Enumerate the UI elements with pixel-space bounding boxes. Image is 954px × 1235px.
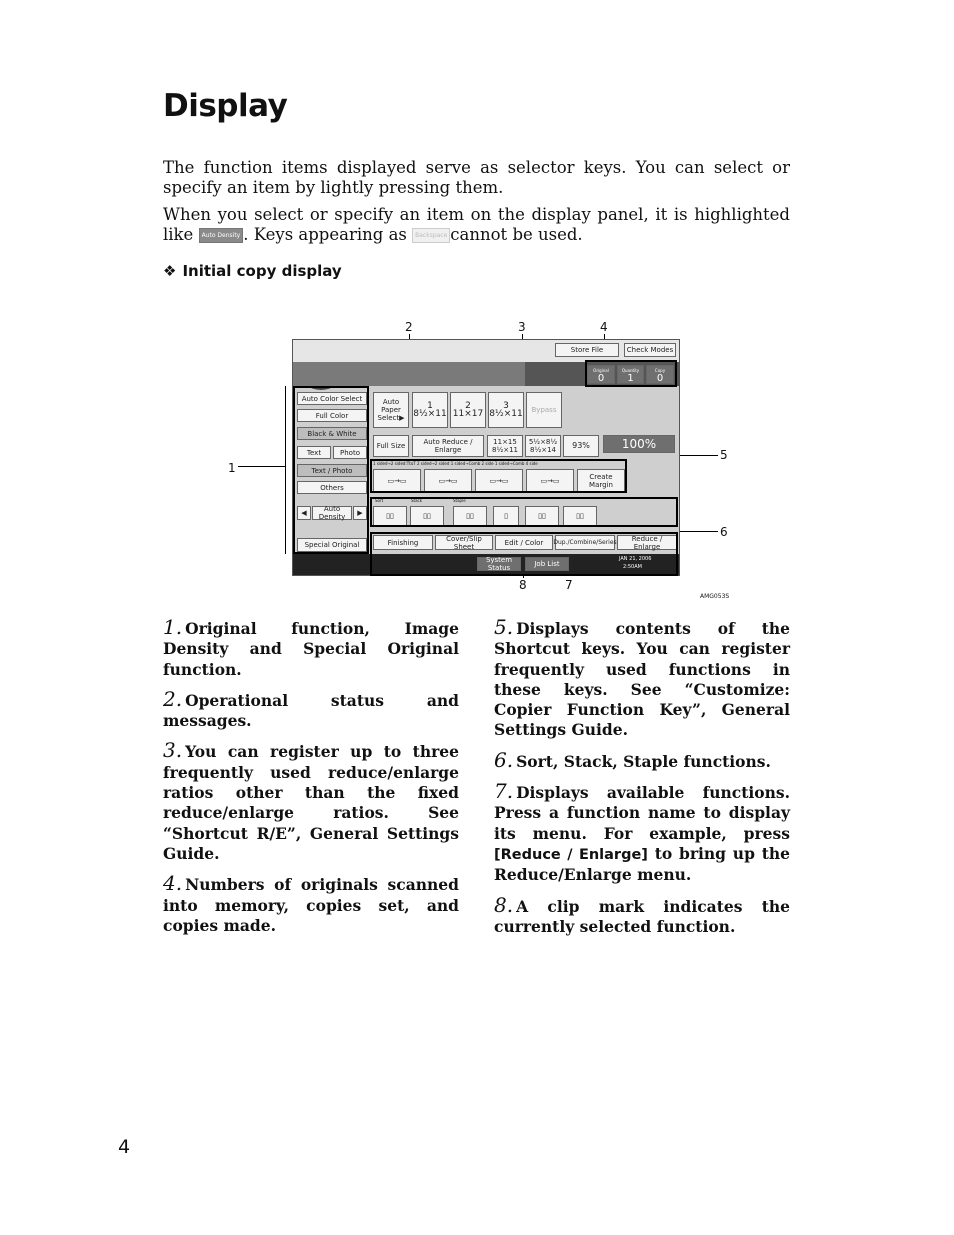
note-2: 2. Operational status and messages. (163, 686, 459, 731)
tab-cover-slip-sheet[interactable]: Cover/Slip Sheet (435, 535, 493, 550)
special-original-button[interactable]: Special Original (297, 538, 367, 552)
counter-original: Original 0 (587, 365, 615, 384)
tab-finishing[interactable]: Finishing (373, 535, 433, 550)
tab-dup-combine-series[interactable]: Dup./Combine/Series (555, 535, 615, 550)
callout-6: 6 (720, 525, 728, 539)
staple-button-1[interactable]: ▯▯ (453, 506, 487, 526)
counter-quantity: Quantity 1 (617, 365, 644, 384)
staple-label: Staple (453, 498, 466, 503)
auto-color-select-button[interactable]: Auto Color Select (297, 392, 367, 405)
leader-line (285, 386, 286, 554)
auto-reduce-enlarge-button[interactable]: Auto Reduce / Enlarge (412, 435, 484, 457)
tray-2-button[interactable]: 2 11×17 (450, 392, 486, 428)
callout-box-7 (370, 532, 678, 576)
photo-button[interactable]: Photo (333, 446, 367, 459)
create-margin-button[interactable]: Create Margin (577, 469, 625, 493)
full-color-button[interactable]: Full Color (297, 409, 367, 422)
notes-right-column (494, 617, 790, 946)
stack-button[interactable]: ▯▯ (410, 506, 444, 526)
callout-4: 4 (600, 320, 608, 334)
text-button[interactable]: Text (297, 446, 331, 459)
shortcut-re-1-button[interactable]: 11×15 8½×11 (487, 435, 523, 457)
tray-1-button[interactable]: 1 8½×11 (412, 392, 448, 428)
highlighted-key-sample: Auto Density (199, 228, 244, 243)
auto-density-button[interactable]: Auto Density (312, 506, 352, 520)
shortcut-re-2-button[interactable]: 5½×8½ 8½×14 (525, 435, 561, 457)
page-title: Display (163, 88, 288, 124)
intro-paragraph-2: When you select or specify an item on the display panel, it is highlighted like Auto Density . Keys appearing as Backspace cannot be used. (163, 205, 790, 244)
panel-date: JAN 21, 2006 (619, 556, 652, 562)
density-lighter-arrow-icon[interactable]: ◀ (297, 506, 311, 520)
sort-label: Sort (375, 498, 384, 503)
callout-7: 7 (565, 578, 573, 592)
ratio-display: 100% (603, 435, 675, 453)
diamond-bullet-icon: ❖ (163, 262, 177, 280)
shortcut-key-2[interactable]: ▭→▭ (424, 469, 472, 493)
section-heading: ❖ Initial copy display (163, 262, 342, 280)
check-modes-button[interactable]: Check Modes (624, 343, 676, 357)
note-8: 8. A clip mark indicates the currently selected function. (494, 892, 790, 936)
shortcut-key-1[interactable]: ▭→▭ (373, 469, 421, 493)
sort-button[interactable]: ▯▯ (373, 506, 407, 526)
leader-line (238, 466, 286, 467)
reduce-enlarge-key-reference: [Reduce / Enlarge] (494, 846, 648, 863)
callout-1: 1 (228, 461, 236, 475)
disabled-key-sample: Backspace (412, 228, 450, 243)
note-5: 5. Displays contents of the Shortcut keys. You can register frequently used functions in these keys. See “Customize: Copier Function Key”, General Settings Guide. (494, 615, 790, 740)
callout-box-1 (293, 386, 369, 554)
note-6: 6. Sort, Stack, Staple functions. (494, 747, 771, 772)
callout-5: 5 (720, 448, 728, 462)
tab-reduce-enlarge[interactable]: Reduce / Enlarge (617, 535, 677, 550)
shortcut-re-3-button[interactable]: 93% (563, 435, 599, 457)
figure-code: AMG053S (700, 593, 730, 600)
staple-button-3[interactable]: ▯▯ (525, 506, 559, 526)
bypass-button[interactable]: Bypass (526, 392, 562, 428)
black-white-button[interactable]: Black & White (297, 427, 367, 440)
density-darker-arrow-icon[interactable]: ▶ (353, 506, 367, 520)
store-file-button[interactable]: Store File (555, 343, 619, 357)
staple-button-2[interactable]: ▯ (493, 506, 519, 526)
panel-time: 2:50AM (623, 564, 642, 570)
tab-edit-color[interactable]: Edit / Color (495, 535, 553, 550)
note-4: 4. Numbers of originals scanned into memory, copies set, and copies made. (163, 871, 459, 935)
note-1: 1. Original function, Image Density and Special Original function. (163, 615, 459, 679)
intro-paragraph-1: The function items displayed serve as selector keys. You can select or specify an item by lightly pressing them. (163, 158, 790, 197)
auto-paper-select-button[interactable]: Auto Paper Select▶ (373, 392, 409, 428)
callout-box-4 (585, 360, 677, 387)
note-7: 7. Displays available functions. Press a function name to display its menu. For example, press [Reduce / Enlarge] to bring up the Reduce/Enlarge menu. (494, 779, 790, 885)
callout-8: 8 (519, 578, 527, 592)
callout-box-6 (370, 497, 678, 527)
stack-label: Stack (411, 498, 423, 503)
notes-left-column (163, 617, 459, 945)
leader-line (678, 531, 718, 532)
shortcut-key-4[interactable]: ▭→▭ (526, 469, 574, 493)
callout-3: 3 (518, 320, 526, 334)
text-photo-button[interactable]: Text / Photo (297, 464, 367, 477)
tray-3-button[interactable]: 3 8½×11 (488, 392, 524, 428)
callout-box-5 (370, 459, 627, 493)
job-list-button[interactable]: Job List (525, 557, 569, 571)
callout-2: 2 (405, 320, 413, 334)
system-status-button[interactable]: System Status (477, 557, 521, 571)
counter-copy: Copy 0 (646, 365, 674, 384)
full-size-button[interactable]: Full Size (373, 435, 409, 457)
others-button[interactable]: Others (297, 481, 367, 494)
staple-button-4[interactable]: ▯▯ (563, 506, 597, 526)
shortcut-key-3[interactable]: ▭→▭ (475, 469, 523, 493)
shortcut-header: 1 sided→2 sided:TtoT 2 sided→2 sided 1 sided→Comb 2 side 1 sided→Comb 4 side (373, 461, 538, 466)
note-3: 3. You can register up to three frequently used reduce/enlarge ratios other than the fixed reduce/enlarge ratios. See “Shortcut R/E”, General Settings Guide. (163, 738, 459, 863)
page-number: 4 (118, 1136, 131, 1158)
